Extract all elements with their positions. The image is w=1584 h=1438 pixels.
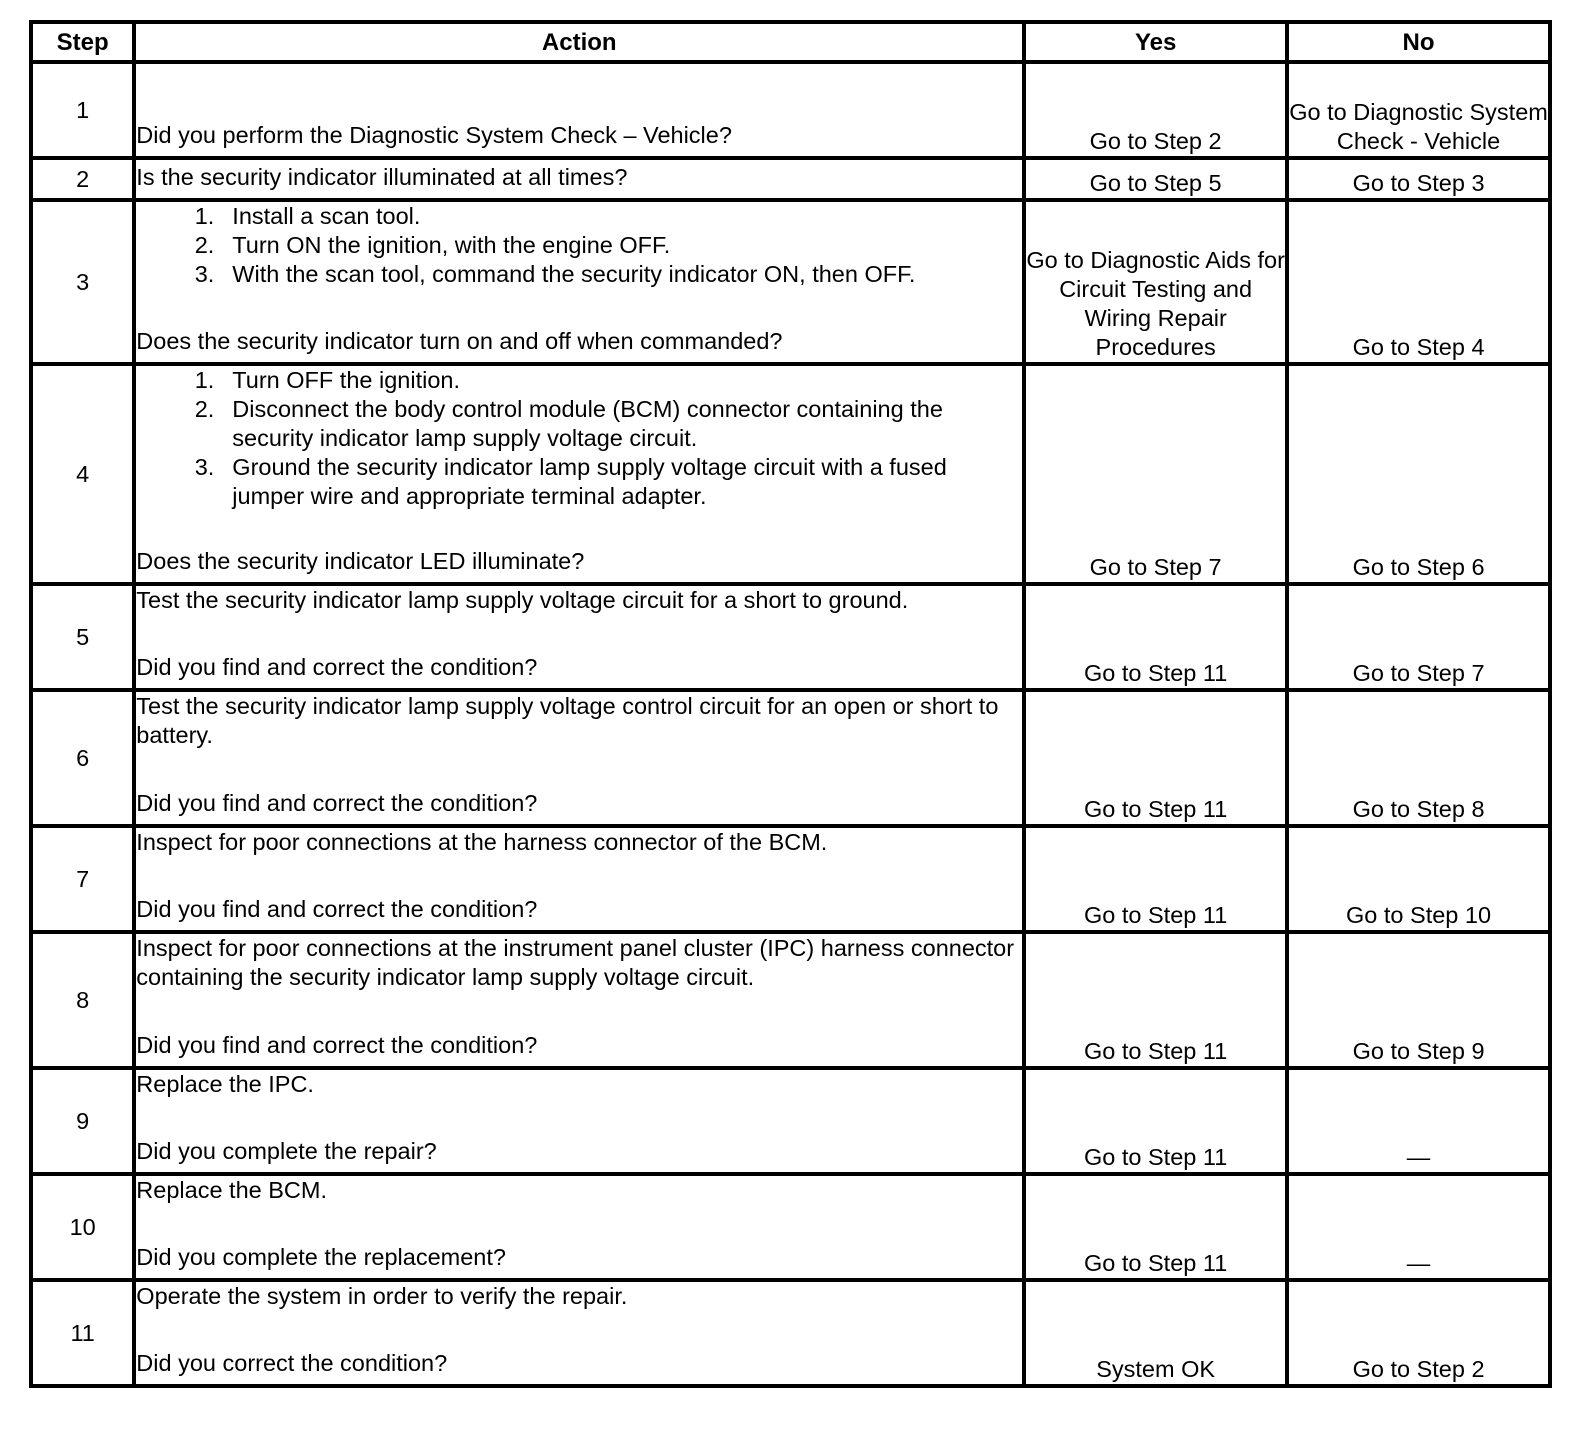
action-instruction-text: Operate the system in order to verify the repair.: [136, 1283, 628, 1309]
action-cell: [134, 690, 1024, 826]
table-row: [31, 62, 1550, 158]
yes-outcome: Go to Step 11: [1024, 584, 1287, 690]
table-body: [31, 62, 1550, 1386]
action-list-text: Turn ON the ignition, with the engine OFF.: [232, 232, 671, 258]
header-action: Action: [134, 22, 1024, 62]
action-instructions: [136, 202, 1022, 289]
action-content: [136, 64, 1022, 150]
action-question: Does the security indicator turn on and off when commanded?: [136, 328, 783, 354]
no-outcome: —: [1287, 1174, 1550, 1280]
action-cell: [134, 364, 1024, 584]
step-number: 8: [31, 932, 134, 1068]
step-number: 2: [31, 158, 134, 200]
action-question: Did you complete the repair?: [136, 1138, 437, 1164]
action-question: Did you correct the condition?: [136, 1350, 448, 1376]
action-question: Is the security indicator illuminated at all times?: [136, 164, 628, 190]
step-number: 3: [31, 200, 134, 364]
diagnostic-table: [29, 20, 1552, 1388]
step-number: 4: [31, 364, 134, 584]
yes-outcome: Go to Step 11: [1024, 1068, 1287, 1174]
action-question: Does the security indicator LED illuminate?: [136, 548, 585, 574]
action-cell: [134, 1068, 1024, 1174]
action-list-text: Install a scan tool.: [232, 203, 421, 229]
yes-outcome: System OK: [1024, 1280, 1287, 1386]
action-instructions: [136, 934, 1022, 992]
no-outcome: Go to Step 2: [1287, 1280, 1550, 1386]
action-cell: [134, 584, 1024, 690]
table-row: [31, 364, 1550, 584]
action-step-list: [136, 202, 1022, 289]
step-number: 9: [31, 1068, 134, 1174]
table-row: [31, 1174, 1550, 1280]
step-number: 11: [31, 1280, 134, 1386]
action-instruction-text: Inspect for poor connections at the instrument panel cluster (IPC) harness connector containing the security indicator lamp supply voltage circuit.: [136, 935, 1015, 990]
action-list-text: With the scan tool, command the security indicator ON, then OFF.: [232, 261, 916, 287]
action-content: [136, 1176, 1022, 1272]
action-question: Did you perform the Diagnostic System Check – Vehicle?: [136, 122, 732, 148]
yes-outcome: Go to Step 7: [1024, 364, 1287, 584]
header-step: Step: [31, 22, 134, 62]
action-instruction-text: Inspect for poor connections at the harness connector of the BCM.: [136, 829, 828, 855]
action-list-text: Disconnect the body control module (BCM) connector containing the security indicator lamp supply voltage circuit.: [232, 396, 943, 451]
table-row: [31, 584, 1550, 690]
action-instructions: [136, 366, 1022, 511]
yes-outcome: Go to Step 11: [1024, 932, 1287, 1068]
action-list-text: Ground the security indicator lamp supply voltage circuit with a fused jumper wire and appropriate terminal adapter.: [232, 454, 947, 509]
no-outcome: Go to Step 6: [1287, 364, 1550, 584]
action-list-item: [136, 366, 1022, 395]
action-list-number: 3.: [194, 261, 215, 287]
action-content: [136, 202, 1022, 356]
action-instructions: [136, 1070, 1022, 1099]
action-content: [136, 586, 1022, 682]
step-number: 7: [31, 826, 134, 932]
header-yes: Yes: [1024, 22, 1287, 62]
table-row: [31, 826, 1550, 932]
table-row: [31, 200, 1550, 364]
action-list-number: 1.: [194, 203, 215, 229]
action-content: [136, 692, 1022, 818]
action-content: [136, 366, 1022, 576]
action-list-item: [136, 231, 1022, 260]
action-step-list: [136, 366, 1022, 511]
action-question: Did you find and correct the condition?: [136, 654, 538, 680]
step-number: 10: [31, 1174, 134, 1280]
action-content: [136, 1070, 1022, 1166]
action-question: Did you complete the replacement?: [136, 1244, 506, 1270]
header-no: No: [1287, 22, 1550, 62]
action-list-number: 2.: [194, 232, 215, 258]
no-outcome: —: [1287, 1068, 1550, 1174]
action-list-number: 1.: [194, 367, 215, 393]
action-instruction-text: Test the security indicator lamp supply voltage circuit for a short to ground.: [136, 587, 909, 613]
action-list-number: 3.: [194, 454, 215, 480]
action-cell: [134, 200, 1024, 364]
action-cell: [134, 1280, 1024, 1386]
no-outcome: Go to Diagnostic System Check - Vehicle: [1287, 62, 1550, 158]
action-instruction-text: Test the security indicator lamp supply voltage control circuit for an open or short to battery.: [136, 693, 999, 748]
action-list-item: [136, 395, 1022, 453]
action-question: Did you find and correct the condition?: [136, 1032, 538, 1058]
step-number: 5: [31, 584, 134, 690]
action-list-item: [136, 260, 1022, 289]
action-cell: [134, 62, 1024, 158]
action-instructions: [136, 1176, 1022, 1205]
action-instructions: [136, 828, 1022, 857]
no-outcome: Go to Step 3: [1287, 158, 1550, 200]
action-content: [136, 1282, 1022, 1378]
table-row: [31, 158, 1550, 200]
table-row: [31, 1280, 1550, 1386]
action-instructions: [136, 586, 1022, 615]
step-number: 6: [31, 690, 134, 826]
action-cell: [134, 158, 1024, 200]
action-question: Did you find and correct the condition?: [136, 896, 538, 922]
no-outcome: Go to Step 8: [1287, 690, 1550, 826]
action-cell: [134, 932, 1024, 1068]
yes-outcome: Go to Step 5: [1024, 158, 1287, 200]
action-content: [136, 934, 1022, 1060]
action-content: [136, 828, 1022, 924]
action-list-item: [136, 453, 1022, 511]
no-outcome: Go to Step 9: [1287, 932, 1550, 1068]
diagnostic-table-container: [29, 20, 1552, 1388]
yes-outcome: Go to Step 11: [1024, 1174, 1287, 1280]
action-list-number: 2.: [194, 396, 215, 422]
yes-outcome: Go to Diagnostic Aids for Circuit Testing and Wiring Repair Procedures: [1024, 200, 1287, 364]
yes-outcome: Go to Step 11: [1024, 826, 1287, 932]
no-outcome: Go to Step 4: [1287, 200, 1550, 364]
action-instruction-text: Replace the IPC.: [136, 1071, 314, 1097]
action-content: [136, 160, 1022, 192]
table-row: [31, 690, 1550, 826]
no-outcome: Go to Step 10: [1287, 826, 1550, 932]
action-instructions: [136, 1282, 1022, 1311]
action-list-item: [136, 202, 1022, 231]
yes-outcome: Go to Step 11: [1024, 690, 1287, 826]
action-question: Did you find and correct the condition?: [136, 790, 538, 816]
action-list-text: Turn OFF the ignition.: [232, 367, 460, 393]
step-number: 1: [31, 62, 134, 158]
action-instructions: [136, 692, 1022, 750]
table-header-row: [31, 22, 1550, 62]
no-outcome: Go to Step 7: [1287, 584, 1550, 690]
table-row: [31, 1068, 1550, 1174]
action-cell: [134, 1174, 1024, 1280]
action-instruction-text: Replace the BCM.: [136, 1177, 327, 1203]
table-row: [31, 932, 1550, 1068]
action-cell: [134, 826, 1024, 932]
yes-outcome: Go to Step 2: [1024, 62, 1287, 158]
